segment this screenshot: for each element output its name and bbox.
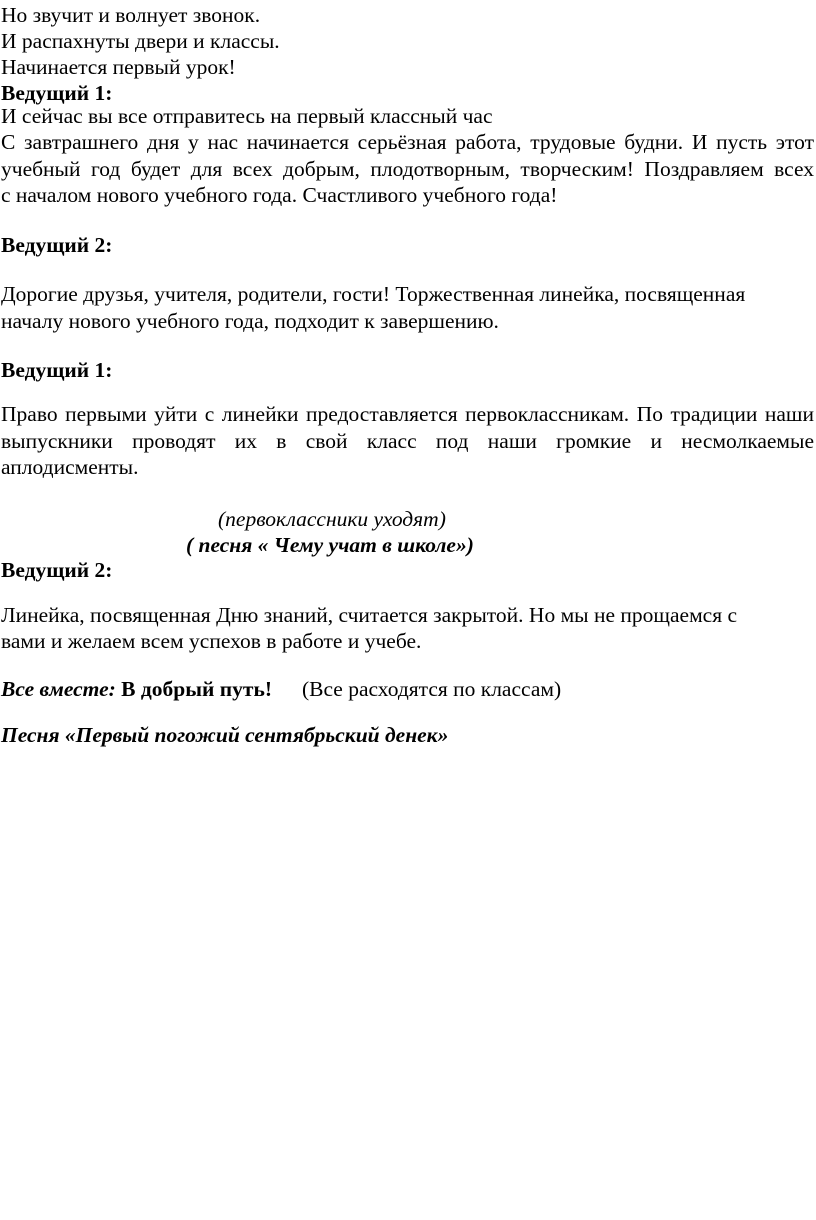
- paragraph-line: Право первыми уйти с линейки предоставляется первоклассникам. По традиции наши: [1, 402, 814, 426]
- stage-direction: (первоклассники уходят): [218, 507, 446, 531]
- paragraph-line: С завтрашнего дня у нас начинается серьёзная работа, трудовые будни. И пусть этот: [1, 130, 814, 154]
- paragraph-line: Линейка, посвященная Дню знаний, считается закрытой. Но мы не прощаемся с: [1, 603, 738, 627]
- paragraph-line: с началом нового учебного года. Счастливого учебного года!: [1, 183, 558, 207]
- paragraph-line: учебный год будет для всех добрым, плодотворным, творческим! Поздравляем всех: [1, 157, 814, 181]
- farewell-phrase: В добрый путь!: [121, 677, 272, 701]
- speaker-label-host-1: Ведущий 1:: [1, 81, 113, 105]
- poem-line-2: И распахнуты двери и классы.: [1, 29, 280, 53]
- paragraph-line: И сейчас вы все отправитесь на первый классный час: [1, 104, 493, 128]
- paragraph-line: началу нового учебного года, подходит к завершению.: [1, 309, 499, 333]
- paragraph-line: аплодисменты.: [1, 455, 139, 479]
- poem-line-1: Но звучит и волнует звонок.: [1, 3, 261, 27]
- speaker-label-host-2: Ведущий 2:: [1, 233, 113, 257]
- paragraph-line: выпускники проводят их в свой класс под наши громкие и несмолкаемые: [1, 429, 814, 453]
- paragraph-line: вами и желаем всем успехов в работе и учебе.: [1, 629, 422, 653]
- poem-line-3: Начинается первый урок!: [1, 55, 236, 79]
- final-song-title: Песня «Первый погожий сентябрьский денек»: [1, 723, 449, 747]
- paragraph-line: Дорогие друзья, учителя, родители, гости! Торжественная линейка, посвященная: [1, 282, 746, 306]
- song-title: ( песня « Чему учат в школе»): [186, 533, 474, 557]
- speaker-label-host-1: Ведущий 1:: [1, 358, 113, 382]
- closing-note: (Все расходятся по классам): [302, 677, 562, 701]
- all-together-label: Все вместе:: [1, 677, 116, 701]
- speaker-label-host-2: Ведущий 2:: [1, 558, 113, 582]
- final-line: [1, 676, 561, 702]
